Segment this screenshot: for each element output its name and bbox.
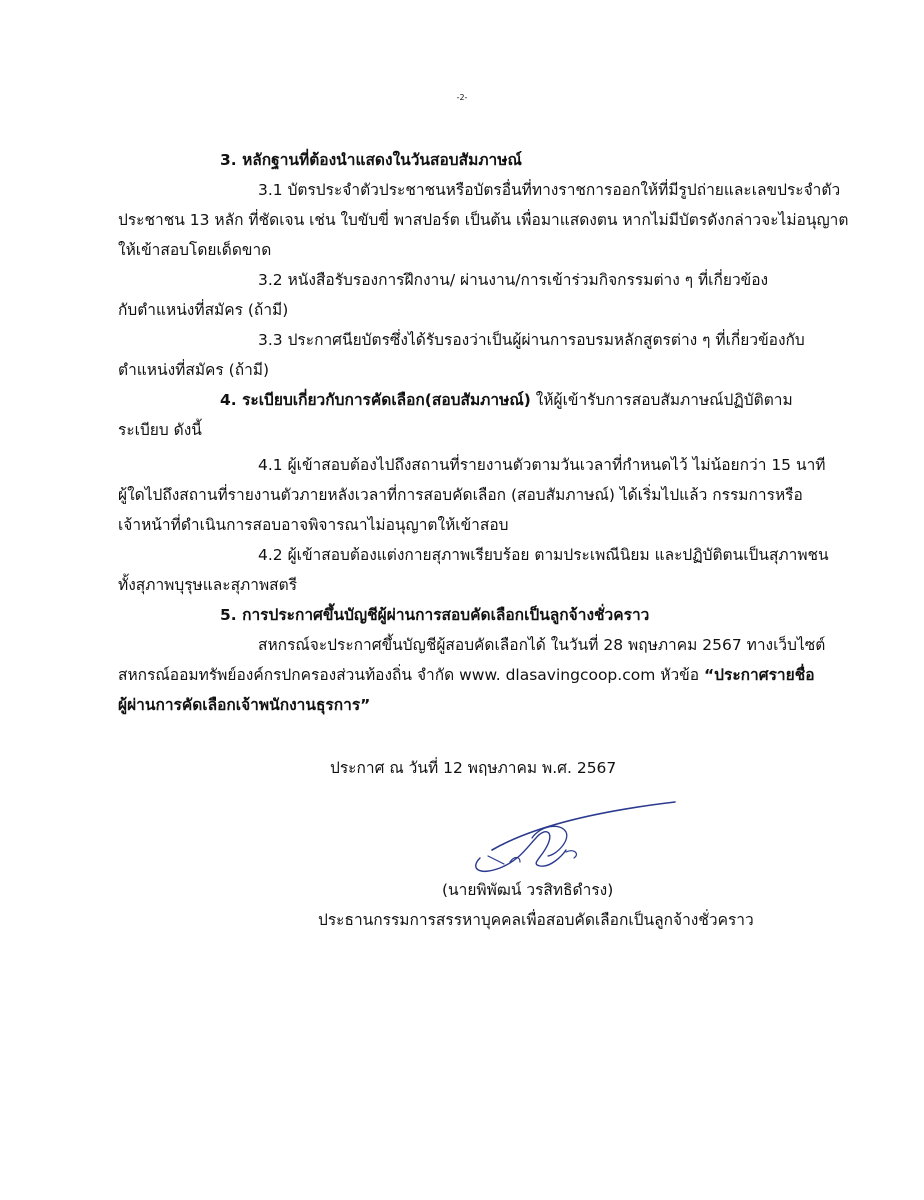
section-4-1-line-3: เจ้าหน้าที่ดำเนินการสอบอาจพิจารณาไม่อนุญาตให้เข้าสอบ [118, 516, 509, 534]
section-5-line-1: สหกรณ์จะประกาศขึ้นบัญชีผู้สอบคัดเลือกได้ ในวันที่ 28 พฤษภาคม 2567 ทางเว็บไซต์ [258, 636, 826, 654]
section-4-heading-rest: ให้ผู้เข้ารับการสอบสัมภาษณ์ปฏิบัติตาม [530, 391, 793, 409]
section-3-heading: 3. หลักฐานที่ต้องนำแสดงในวันสอบสัมภาษณ์ [220, 151, 522, 169]
section-4-1-line-2: ผู้ใดไปถึงสถานที่รายงานตัวภายหลังเวลาที่การสอบคัดเลือก (สอบสัมภาษณ์) ได้เริ่มไปแล้ว กรรมการหรือ [118, 486, 803, 504]
section-5-heading: 5. การประกาศขึ้นบัญชีผู้ผ่านการสอบคัดเลือกเป็นลูกจ้างชั่วคราว [220, 606, 650, 624]
section-4-heading: 4. ระเบียบเกี่ยวกับการคัดเลือก(สอบสัมภาษณ์) [220, 391, 531, 409]
section-3-1-line-1: 3.1 บัตรประจำตัวประชาชนหรือบัตรอื่นที่ทางราชการออกให้ที่มีรูปถ่ายและเลขประจำตัว [258, 181, 841, 199]
page-number: -2- [456, 93, 468, 102]
section-3-3-line-2: ตำแหน่งที่สมัคร (ถ้ามี) [118, 361, 270, 379]
signature-image [470, 798, 690, 878]
section-5-line-2 [118, 665, 815, 685]
section-4-2-line-2: ทั้งสุภาพบุรุษและสุภาพสตรี [118, 576, 298, 594]
signatory-name: (นายพิพัฒน์ วรสิทธิดำรง) [442, 881, 614, 899]
section-3-2-line-1: 3.2 หนังสือรับรองการฝึกงาน/ ผ่านงาน/การเข้าร่วมกิจกรรมต่าง ๆ ที่เกี่ยวข้อง [258, 271, 769, 289]
signatory-title: ประธานกรรมการสรรหาบุคคลเพื่อสอบคัดเลือกเป็นลูกจ้างชั่วคราว [318, 911, 754, 929]
section-3-2-line-2: กับตำแหน่งที่สมัคร (ถ้ามี) [118, 301, 289, 319]
announcement-topic-part-2: ผู้ผ่านการคัดเลือกเจ้าพนักงานธุรการ” [118, 696, 371, 714]
section-4-1-line-1: 4.1 ผู้เข้าสอบต้องไปถึงสถานที่รายงานตัวตามวันเวลาที่กำหนดไว้ ไม่น้อยกว่า 15 นาที [258, 456, 826, 474]
section-5-line-2-text: สหกรณ์ออมทรัพย์องค์กรปกครองส่วนท้องถิ่น จำกัด www. dlasavingcoop.com หัวข้อ [118, 666, 704, 684]
section-4-2-line-1: 4.2 ผู้เข้าสอบต้องแต่งกายสุภาพเรียบร้อย ตามประเพณีนิยม และปฏิบัติตนเป็นสุภาพชน [258, 546, 829, 564]
section-3-1-line-2: ประชาชน 13 หลัก ที่ชัดเจน เช่น ใบขับขี่ พาสปอร์ต เป็นต้น เพื่อมาแสดงตน หากไม่มีบัตรดังกล่าวจะไม่อนุญาต [118, 211, 849, 229]
announcement-topic-part-1: “ประกาศรายชื่อ [703, 666, 815, 684]
section-3-1-line-3: ให้เข้าสอบโดยเด็ดขาด [118, 241, 272, 259]
section-4-heading-line [220, 390, 793, 410]
section-3-3-line-1: 3.3 ประกาศนียบัตรซึ่งได้รับรองว่าเป็นผู้ผ่านการอบรมหลักสูตรต่าง ๆ ที่เกี่ยวข้องกับ [258, 331, 805, 349]
announcement-date: ประกาศ ณ วันที่ 12 พฤษภาคม พ.ศ. 2567 [330, 759, 617, 777]
section-4-heading-line-2: ระเบียบ ดังนี้ [118, 421, 202, 439]
